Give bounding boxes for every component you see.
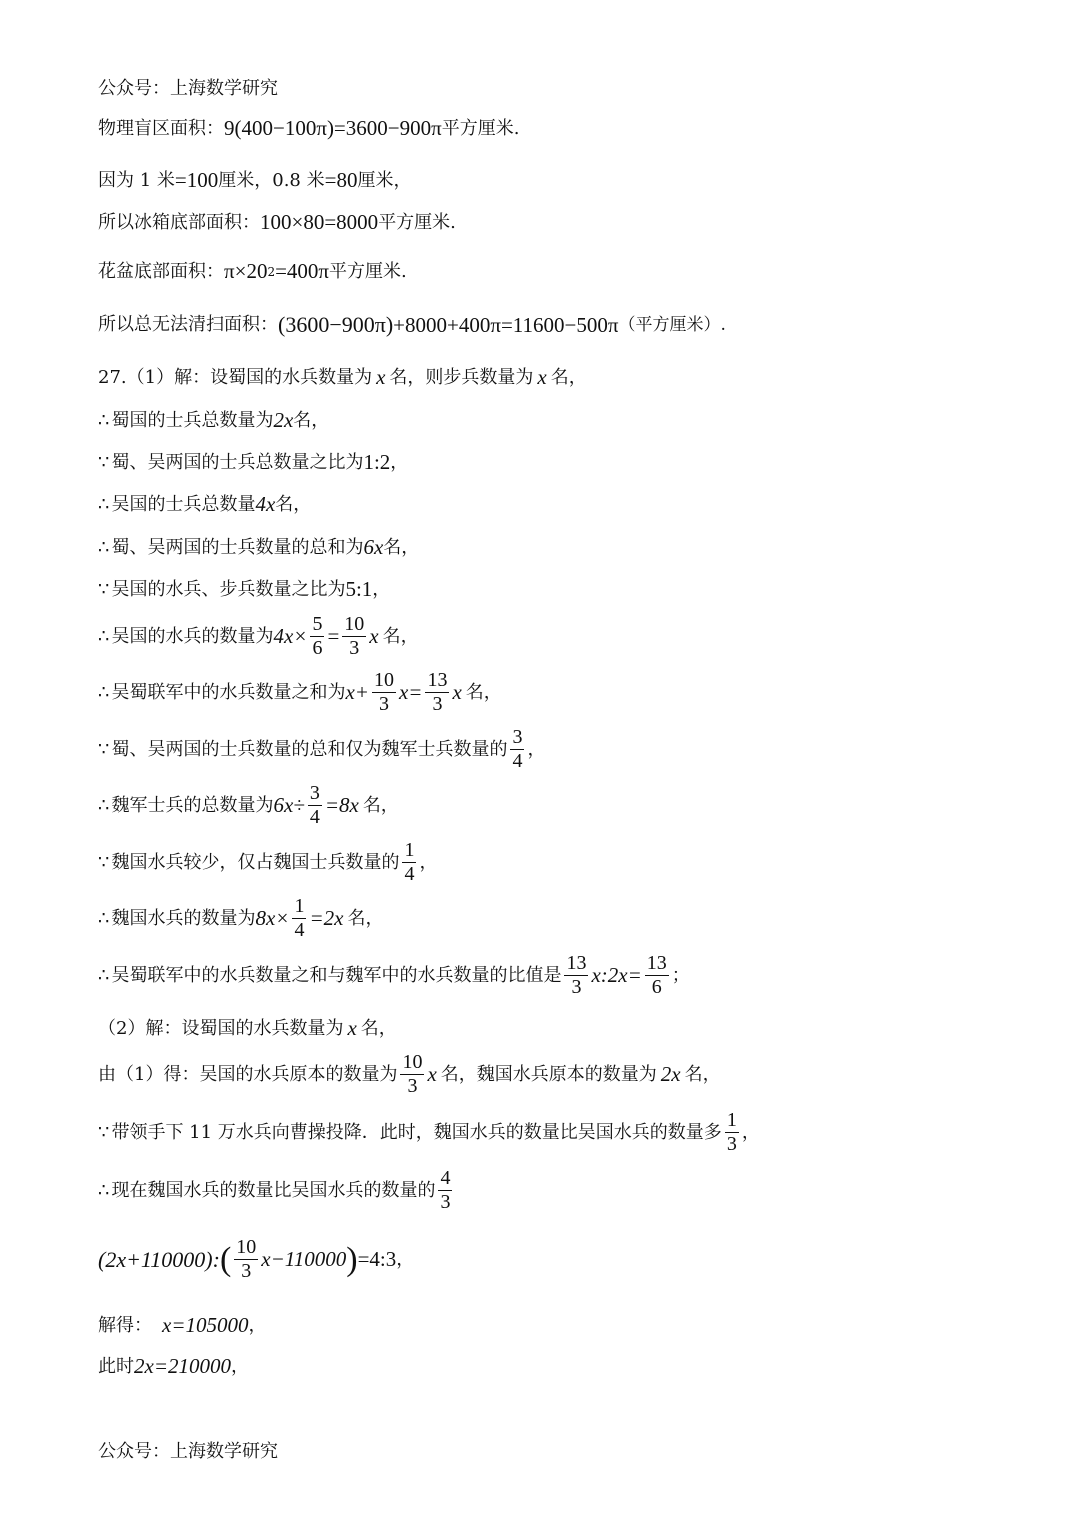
math-expression: 6x÷ bbox=[273, 793, 305, 817]
fraction bbox=[438, 1168, 452, 1213]
numerator: 4 bbox=[440, 1167, 451, 1189]
variable: x bbox=[376, 365, 386, 389]
line-current-ratio bbox=[98, 1168, 455, 1213]
fraction bbox=[564, 953, 588, 998]
math-expression: =2x bbox=[309, 906, 344, 930]
text: （2）解：设蜀国的水兵数量为 bbox=[98, 1017, 344, 1039]
text: 吴国的水兵、步兵数量之比为 bbox=[111, 578, 346, 600]
therefore-symbol: ∴ bbox=[98, 625, 110, 647]
text: 所以总无法清扫面积： bbox=[98, 314, 278, 335]
text: 带领手下 11 万水兵向曹操投降．此时，魏国水兵的数量比吴国水兵的数量多 bbox=[111, 1121, 722, 1143]
variable: x bbox=[427, 1062, 437, 1086]
math-expression: =400π bbox=[275, 259, 330, 283]
text: ， bbox=[231, 1355, 249, 1377]
denominator: 3 bbox=[440, 1191, 451, 1213]
therefore-symbol: ∴ bbox=[98, 964, 110, 986]
text: 名， bbox=[293, 409, 330, 431]
line-alliance-navy bbox=[98, 670, 502, 715]
fraction bbox=[310, 614, 324, 659]
text: 物理盲区面积： bbox=[98, 117, 224, 139]
because-symbol: ∵ bbox=[98, 1121, 110, 1143]
text: 名， bbox=[362, 794, 399, 816]
math-expression: =80 bbox=[324, 168, 358, 192]
line-original-numbers bbox=[98, 1052, 721, 1097]
text: 现在魏国水兵的数量比吴国水兵的数量的 bbox=[111, 1179, 436, 1201]
fraction bbox=[342, 614, 366, 659]
line-solution bbox=[98, 1315, 267, 1336]
denominator: 3 bbox=[378, 693, 389, 715]
math-expression: = bbox=[327, 624, 340, 648]
line-wu-total bbox=[98, 494, 311, 515]
numerator: 5 bbox=[312, 613, 323, 635]
line-equation bbox=[98, 1237, 414, 1282]
text: 蜀国的士兵总数量为 bbox=[111, 409, 274, 431]
denominator: 3 bbox=[407, 1075, 418, 1097]
variable: x bbox=[452, 680, 462, 704]
left-paren-icon: ( bbox=[219, 1240, 232, 1278]
text: 名， bbox=[275, 493, 312, 515]
numerator: 3 bbox=[512, 726, 523, 748]
math-expression: (3600−900π) bbox=[278, 312, 394, 337]
math-expression: 2x bbox=[273, 408, 294, 432]
text: 蜀、吴两国的士兵数量的总和为 bbox=[111, 536, 364, 558]
text: 吴蜀联军中的水兵数量之和为 bbox=[111, 681, 346, 703]
text: 名， bbox=[684, 1063, 721, 1085]
text: 此时 bbox=[98, 1355, 134, 1377]
line-q27-part2 bbox=[98, 1018, 397, 1039]
therefore-symbol: ∴ bbox=[98, 493, 110, 515]
fraction bbox=[725, 1110, 739, 1155]
because-symbol: ∵ bbox=[98, 738, 110, 760]
denominator: 3 bbox=[349, 637, 360, 659]
math-expression: 8x× bbox=[255, 906, 290, 930]
numerator: 1 bbox=[726, 1109, 737, 1131]
fraction bbox=[400, 1052, 424, 1097]
variable: x bbox=[347, 1016, 357, 1040]
text: 因为 1 米 bbox=[98, 169, 175, 191]
math-expression: x+ bbox=[345, 680, 369, 704]
header-text: 公众号：上海数学研究 bbox=[98, 78, 278, 99]
math-expression: x=105000 bbox=[162, 1313, 249, 1337]
numerator: 10 bbox=[402, 1051, 423, 1073]
fraction bbox=[510, 727, 524, 772]
therefore-symbol: ∴ bbox=[98, 409, 110, 431]
denominator: 3 bbox=[571, 976, 582, 998]
math-expression: 4x× bbox=[273, 624, 308, 648]
text: 平方厘米. bbox=[329, 260, 407, 282]
fraction bbox=[425, 670, 449, 715]
fraction bbox=[308, 783, 322, 828]
text: 名，魏国水兵原本的数量为 bbox=[440, 1063, 657, 1085]
text: ， bbox=[390, 451, 409, 473]
line-blind-area bbox=[98, 118, 519, 139]
math-expression: 5:1 bbox=[345, 577, 373, 601]
line-unit-conversion bbox=[98, 170, 411, 191]
footer-text: 公众号：上海数学研究 bbox=[98, 1441, 278, 1462]
line-fridge-area bbox=[98, 212, 456, 233]
therefore-symbol: ∴ bbox=[98, 907, 110, 929]
variable: x bbox=[537, 365, 547, 389]
text: 厘米， bbox=[357, 169, 412, 191]
text: 平方厘米. bbox=[441, 117, 520, 139]
numerator: 13 bbox=[427, 669, 448, 691]
math-expression: =100 bbox=[174, 168, 219, 192]
right-paren-icon: ) bbox=[346, 1240, 358, 1278]
numerator: 1 bbox=[404, 839, 415, 861]
math-expression: 6x bbox=[363, 535, 384, 559]
fraction bbox=[402, 840, 416, 885]
text: ， bbox=[372, 578, 391, 600]
line-surrender bbox=[98, 1110, 760, 1155]
numerator: 3 bbox=[309, 782, 320, 804]
text: ， bbox=[396, 1248, 415, 1270]
line-wei-navy bbox=[98, 896, 383, 941]
text: 名， bbox=[360, 1017, 397, 1039]
because-symbol: ∵ bbox=[98, 451, 110, 473]
denominator: 4 bbox=[404, 863, 415, 885]
text: 所以冰箱底部面积： bbox=[98, 211, 260, 233]
text: 吴蜀联军中的水兵数量之和与魏军中的水兵数量的比值是 bbox=[111, 964, 562, 986]
numerator: 13 bbox=[566, 952, 587, 974]
text: 解得： bbox=[98, 1314, 152, 1336]
line-wei-proportion bbox=[98, 727, 545, 772]
text: （平方厘米）. bbox=[618, 314, 726, 335]
fraction bbox=[645, 953, 669, 998]
line-wei-navy-share bbox=[98, 840, 437, 885]
therefore-symbol: ∴ bbox=[98, 681, 110, 703]
math-expression: +8000+400π=11600−500π bbox=[393, 312, 619, 337]
line-wu-ratio bbox=[98, 579, 390, 600]
text: 由（1）得：吴国的水兵原本的数量为 bbox=[98, 1063, 398, 1085]
text: 名， bbox=[347, 907, 384, 929]
page-header bbox=[98, 80, 278, 98]
line-wei-total bbox=[98, 783, 399, 828]
page-footer bbox=[98, 1443, 278, 1461]
text: 名， bbox=[550, 366, 587, 388]
text: ， bbox=[741, 1121, 760, 1143]
exponent: 2 bbox=[267, 264, 276, 279]
math-expression: =4:3 bbox=[357, 1247, 397, 1271]
therefore-symbol: ∴ bbox=[98, 794, 110, 816]
line-result bbox=[98, 1356, 249, 1377]
numerator: 10 bbox=[236, 1236, 257, 1258]
math-expression: 1:2 bbox=[363, 450, 391, 474]
math-expression: x:2x= bbox=[591, 963, 642, 987]
text: 蜀、吴两国的士兵数量的总和仅为魏军士兵数量的 bbox=[111, 738, 508, 760]
text: 厘米，0.8 米 bbox=[218, 169, 325, 191]
text: 花盆底部面积： bbox=[98, 260, 224, 282]
math-expression: x−110000 bbox=[261, 1247, 347, 1271]
line-wu-navy bbox=[98, 614, 419, 659]
line-total-area bbox=[98, 314, 726, 336]
numerator: 13 bbox=[646, 952, 667, 974]
math-expression: (2x+110000): bbox=[98, 1246, 220, 1272]
line-q27-intro bbox=[98, 367, 587, 388]
text: ， bbox=[248, 1314, 267, 1336]
denominator: 6 bbox=[651, 976, 662, 998]
text: 27.（1）解：设蜀国的水兵数量为 bbox=[98, 366, 373, 388]
math-expression: π×20 bbox=[224, 259, 268, 283]
math-expression: 100×80=8000 bbox=[260, 210, 379, 234]
therefore-symbol: ∴ bbox=[98, 536, 110, 558]
text: ， bbox=[419, 851, 438, 873]
denominator: 4 bbox=[309, 806, 320, 828]
fraction bbox=[372, 670, 396, 715]
math-expression: 4x bbox=[255, 492, 276, 516]
denominator: 4 bbox=[512, 750, 523, 772]
because-symbol: ∵ bbox=[98, 851, 110, 873]
numerator: 10 bbox=[373, 669, 394, 691]
numerator: 1 bbox=[294, 895, 305, 917]
denominator: 4 bbox=[294, 919, 305, 941]
text: ； bbox=[671, 964, 690, 986]
therefore-symbol: ∴ bbox=[98, 1179, 110, 1201]
math-expression: x= bbox=[398, 680, 423, 704]
text: 平方厘米. bbox=[378, 211, 456, 233]
fraction bbox=[292, 896, 306, 941]
denominator: 6 bbox=[312, 637, 323, 659]
numerator: 10 bbox=[344, 613, 365, 635]
text: 魏军士兵的总数量为 bbox=[111, 794, 274, 816]
math-expression: 9(400−100π)=3600−900π bbox=[224, 116, 442, 140]
text: 蜀、吴两国的士兵总数量之比为 bbox=[111, 451, 364, 473]
text: 吴国的水兵的数量为 bbox=[111, 625, 274, 647]
text: 吴国的士兵总数量 bbox=[111, 493, 256, 515]
fraction bbox=[234, 1237, 258, 1282]
line-ratio bbox=[98, 452, 408, 473]
text: 魏国水兵较少，仅占魏国士兵数量的 bbox=[111, 851, 400, 873]
line-navy-ratio bbox=[98, 953, 690, 998]
variable: x bbox=[369, 624, 379, 648]
line-shu-wu-sum bbox=[98, 537, 419, 558]
text: 名， bbox=[465, 681, 502, 703]
because-symbol: ∵ bbox=[98, 578, 110, 600]
denominator: 3 bbox=[726, 1133, 737, 1155]
math-expression: 2x=210000 bbox=[134, 1354, 231, 1378]
denominator: 3 bbox=[432, 693, 443, 715]
math-expression: =8x bbox=[324, 793, 359, 817]
denominator: 3 bbox=[241, 1260, 252, 1282]
text: 魏国水兵的数量为 bbox=[111, 907, 256, 929]
text: 名， bbox=[382, 625, 419, 647]
text: 名，则步兵数量为 bbox=[389, 366, 534, 388]
math-expression: 2x bbox=[660, 1062, 681, 1086]
line-flowerpot-area bbox=[98, 261, 407, 282]
line-shu-total bbox=[98, 410, 329, 431]
text: ， bbox=[527, 738, 546, 760]
text: 名， bbox=[383, 536, 420, 558]
